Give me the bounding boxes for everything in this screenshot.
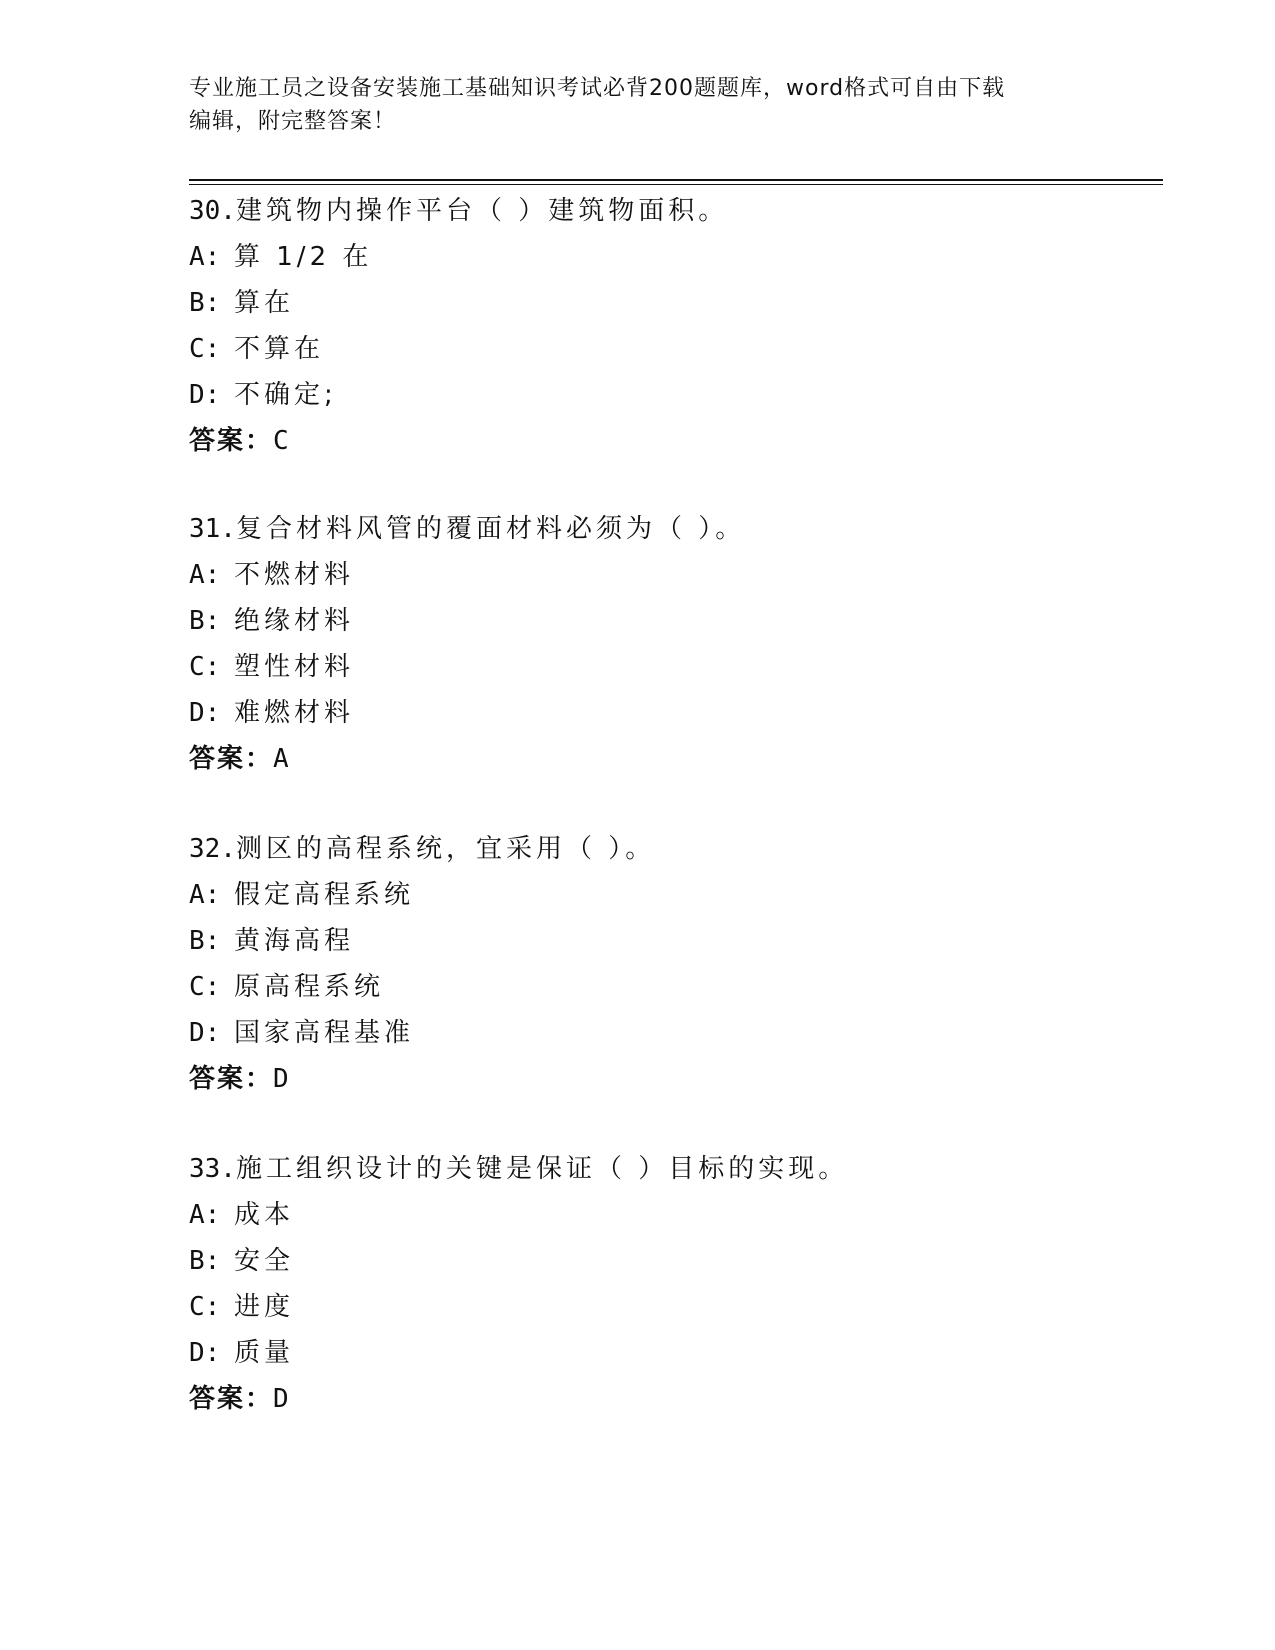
option-text: 塑性材料 — [234, 652, 355, 682]
option-letter: C: — [189, 1292, 221, 1322]
question-text: 建筑物内操作平台（ ）建筑物面积。 — [235, 196, 729, 226]
option-text: 黄海高程 — [234, 926, 355, 956]
option-c — [189, 326, 1169, 372]
question-31 — [189, 506, 1169, 782]
answer-value: A — [273, 744, 289, 774]
answer-label: 答案： — [189, 1384, 274, 1414]
option-letter: D: — [189, 1018, 221, 1048]
option-b — [189, 918, 1169, 964]
option-d — [189, 372, 1169, 418]
question-text: 测区的高程系统，宜采用（ ）。 — [235, 834, 656, 864]
question-30 — [189, 188, 1169, 464]
option-letter: D: — [189, 1338, 221, 1368]
header-divider-thick — [189, 179, 1163, 181]
option-letter: A: — [189, 1200, 221, 1230]
answer-line — [189, 1376, 1169, 1422]
option-letter: C: — [189, 972, 221, 1002]
answer-label: 答案： — [189, 426, 274, 456]
question-stem — [189, 188, 1169, 234]
option-text: 假定高程系统 — [234, 880, 415, 910]
option-b — [189, 1238, 1169, 1284]
question-number: 32. — [189, 834, 236, 864]
document-header — [189, 72, 1089, 138]
question-32 — [189, 826, 1169, 1102]
question-stem — [189, 506, 1169, 552]
option-text: 进度 — [234, 1292, 295, 1322]
option-text: 成本 — [234, 1200, 295, 1230]
option-c — [189, 964, 1169, 1010]
header-divider-thin — [189, 184, 1163, 185]
question-number: 30. — [189, 196, 236, 226]
answer-line — [189, 736, 1169, 782]
question-number: 31. — [189, 514, 236, 544]
answer-label: 答案： — [189, 744, 274, 774]
answer-label: 答案： — [189, 1064, 274, 1094]
option-c — [189, 1284, 1169, 1330]
answer-value: C — [273, 426, 289, 456]
question-stem — [189, 1146, 1169, 1192]
option-a — [189, 552, 1169, 598]
option-text: 国家高程基准 — [234, 1018, 415, 1048]
answer-value: D — [273, 1064, 289, 1094]
answer-line — [189, 418, 1169, 464]
question-stem — [189, 826, 1169, 872]
option-text: 原高程系统 — [234, 972, 385, 1002]
header-line-2: 编辑，附完整答案！ — [189, 109, 397, 134]
question-number: 33. — [189, 1154, 236, 1184]
option-letter: D: — [189, 380, 221, 410]
option-text: 绝缘材料 — [234, 606, 355, 636]
question-text: 施工组织设计的关键是保证（ ）目标的实现。 — [235, 1154, 849, 1184]
option-letter: B: — [189, 288, 221, 318]
question-33 — [189, 1146, 1169, 1422]
option-text: 不算在 — [234, 334, 325, 364]
option-text: 安全 — [234, 1246, 295, 1276]
answer-line — [189, 1056, 1169, 1102]
option-letter: B: — [189, 926, 221, 956]
question-text: 复合材料风管的覆面材料必须为（ ）。 — [235, 514, 746, 544]
option-letter: B: — [189, 606, 221, 636]
option-text: 算在 — [234, 288, 295, 318]
option-b — [189, 598, 1169, 644]
option-letter: C: — [189, 652, 221, 682]
option-d — [189, 690, 1169, 736]
option-text: 质量 — [234, 1338, 295, 1368]
option-letter: A: — [189, 242, 221, 272]
option-text: 难燃材料 — [234, 698, 355, 728]
option-letter: C: — [189, 334, 221, 364]
header-line-1: 专业施工员之设备安装施工基础知识考试必背200题题库，word格式可自由下载 — [189, 76, 1006, 101]
option-d — [189, 1330, 1169, 1376]
option-c — [189, 644, 1169, 690]
option-letter: D: — [189, 698, 221, 728]
option-a — [189, 234, 1169, 280]
option-a — [189, 872, 1169, 918]
option-text: 不确定; — [234, 380, 337, 410]
option-text: 算 1/2 在 — [234, 242, 373, 272]
option-letter: B: — [189, 1246, 221, 1276]
option-text: 不燃材料 — [234, 560, 355, 590]
answer-value: D — [273, 1384, 289, 1414]
option-b — [189, 280, 1169, 326]
option-letter: A: — [189, 560, 221, 590]
option-d — [189, 1010, 1169, 1056]
option-letter: A: — [189, 880, 221, 910]
option-a — [189, 1192, 1169, 1238]
